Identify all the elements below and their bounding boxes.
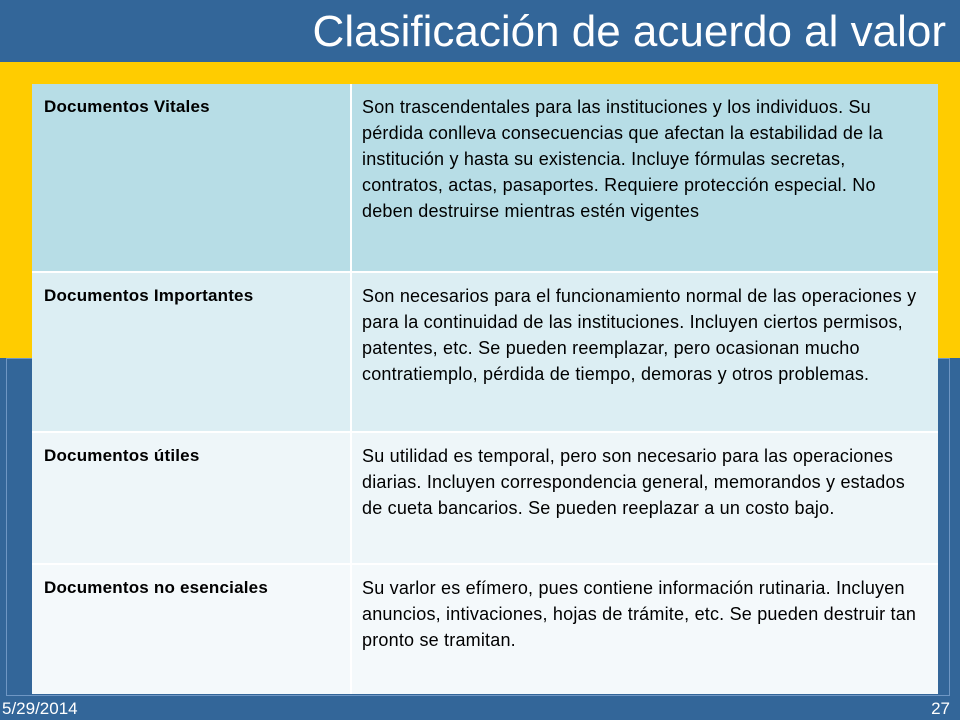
classification-table [32, 84, 938, 694]
table-row [32, 272, 938, 432]
table-row [32, 432, 938, 564]
row-label: Documentos útiles [32, 432, 351, 564]
row-label: Documentos Importantes [32, 272, 351, 432]
row-description: Su utilidad es temporal, pero son necesario para las operaciones diarias. Incluyen correspondencia general, memorandos y estados de cueta bancarios. Se pueden reeplazar a un costo bajo. [351, 432, 938, 564]
table-row [32, 84, 938, 272]
classification-table-container [32, 84, 938, 694]
row-description: Son necesarios para el funcionamiento normal de las operaciones y para la continuidad de las instituciones. Incluyen ciertos permisos, patentes, etc. Se pueden reemplazar, pero ocasionan mucho contratiemplo, pérdida de tiempo, demoras y otros problemas. [351, 272, 938, 432]
row-label: Documentos no esenciales [32, 564, 351, 694]
table-row [32, 564, 938, 694]
footer-date: 5/29/2014 [2, 699, 78, 718]
slide-title: Clasificación de acuerdo al valor [312, 7, 946, 56]
row-description: Son trascendentales para las instituciones y los individuos. Su pérdida conlleva consecuencias que afectan la estabilidad de la institución y hasta su existencia. Incluye fórmulas secretas, contratos, actas, pasaportes. Requiere protección especial. No deben destruirse mientras estén vigentes [351, 84, 938, 272]
row-description: Su varlor es efímero, pues contiene información rutinaria. Incluyen anuncios, intivaciones, hojas de trámite, etc. Se pueden destruir tan pronto se tramitan. [351, 564, 938, 694]
footer-page-number: 27 [931, 699, 950, 718]
row-label: Documentos Vitales [32, 84, 351, 272]
